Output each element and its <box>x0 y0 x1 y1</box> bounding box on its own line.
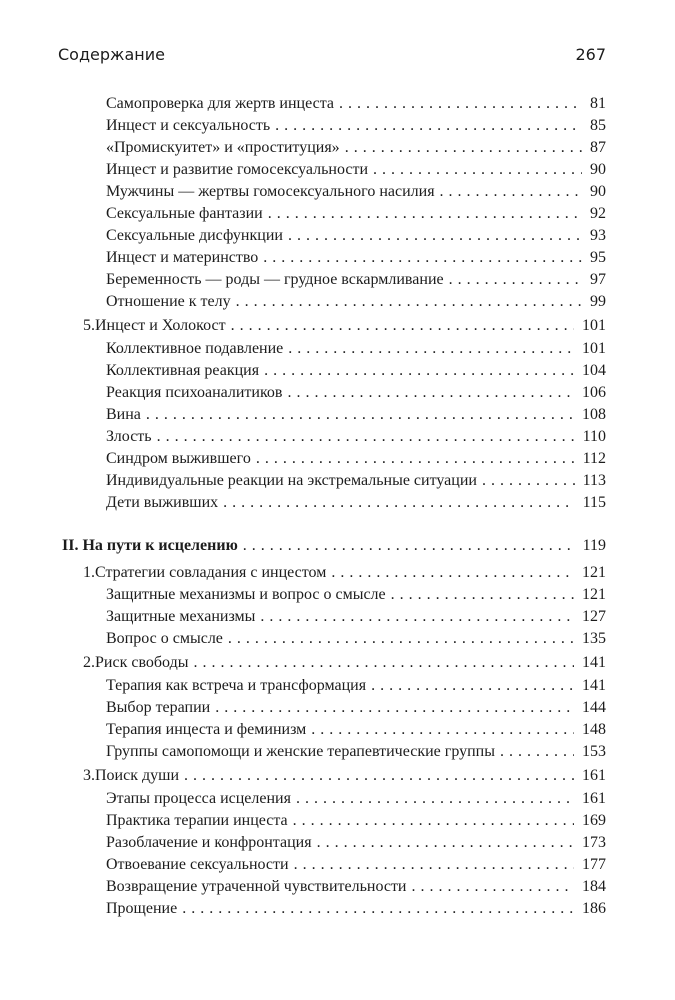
toc-entry <box>106 626 606 648</box>
toc-entry-page: 119 <box>582 537 606 554</box>
dot-leader <box>412 878 575 896</box>
toc-chapter-number: 3. <box>83 767 95 784</box>
dot-leader <box>391 586 574 604</box>
toc-entry <box>106 245 606 267</box>
toc-entry-page: 121 <box>582 586 606 603</box>
dot-leader <box>293 812 574 830</box>
toc-entry <box>106 289 606 311</box>
toc-entry-title: Этапы процесса исцеления <box>106 790 291 807</box>
toc-entry-page: 161 <box>582 790 606 807</box>
dot-leader <box>500 743 574 761</box>
toc-entry <box>106 808 606 830</box>
running-header-section: Содержание <box>58 45 165 64</box>
toc-entry-page: 186 <box>582 900 606 917</box>
toc-entry-title: Коллективное подавление <box>106 340 284 357</box>
toc-entry-title: II. На пути к исцелению <box>62 537 238 554</box>
toc-entry-page: 121 <box>582 564 606 581</box>
toc-entry <box>106 695 606 717</box>
toc-entry <box>106 786 606 808</box>
toc-chapter-number: 5. <box>83 317 95 334</box>
toc-entry-page: 101 <box>582 317 606 334</box>
dot-leader <box>331 564 574 582</box>
dot-leader <box>223 494 574 512</box>
toc-entry-title: «Промискуитет» и «проституция» <box>106 139 340 156</box>
toc-entry <box>106 135 606 157</box>
toc-entry-title: Сексуальные дисфункции <box>106 227 283 244</box>
dot-leader <box>317 834 574 852</box>
toc-entry-title: Мужчины — жертвы гомосексуального насилия <box>106 183 435 200</box>
dot-leader <box>275 117 582 135</box>
toc-entry-title: Выбор терапии <box>106 699 211 716</box>
toc-entry <box>106 424 606 446</box>
toc-entry-page: 101 <box>582 340 606 357</box>
dot-leader <box>345 139 582 157</box>
toc-entry-page: 104 <box>582 362 606 379</box>
toc-entry-title: Инцест и развитие гомосексуальности <box>106 161 369 178</box>
toc-entry-page: 161 <box>582 767 606 784</box>
toc-entry-page: 112 <box>582 450 606 467</box>
toc-entry-title: Отвоевание сексуальности <box>106 856 289 873</box>
toc-entry <box>106 358 606 380</box>
dot-leader <box>263 249 582 267</box>
toc-entry <box>106 874 606 896</box>
dot-leader <box>440 183 582 201</box>
toc-entry-page: 95 <box>590 249 606 266</box>
toc-entry <box>106 267 606 289</box>
dot-leader <box>264 362 574 380</box>
toc-entry-page: 144 <box>582 699 606 716</box>
toc-entry-page: 127 <box>582 608 606 625</box>
toc-entry <box>106 896 606 918</box>
toc-entry <box>106 179 606 201</box>
toc-entry-page: 115 <box>582 494 606 511</box>
toc-entry-title: Вина <box>106 406 141 423</box>
dot-leader <box>228 630 574 648</box>
dot-leader <box>182 900 574 918</box>
toc-entry <box>106 852 606 874</box>
toc-chapter-entry <box>83 763 606 785</box>
toc-entry <box>106 604 606 626</box>
toc-entry-title: Сексуальные фантазии <box>106 205 263 222</box>
dot-leader <box>236 293 582 311</box>
toc-entry-page: 81 <box>590 95 606 112</box>
toc-entry-page: 135 <box>582 630 606 647</box>
toc-entry <box>106 336 606 358</box>
toc-chapter-number: 2. <box>83 654 95 671</box>
toc-entry <box>106 113 606 135</box>
dot-leader <box>184 767 574 785</box>
toc-entry-page: 177 <box>582 856 606 873</box>
dot-leader <box>449 271 582 289</box>
toc-entry-page: 141 <box>582 654 606 671</box>
toc-entry <box>106 468 606 490</box>
toc-entry-page: 92 <box>590 205 606 222</box>
page-number: 267 <box>575 45 606 64</box>
toc-chapter-entry <box>83 313 606 335</box>
toc-chapter-entry <box>83 560 606 582</box>
dot-leader <box>296 790 574 808</box>
dot-leader <box>215 699 574 717</box>
toc-entry-page: 169 <box>582 812 606 829</box>
dot-leader <box>157 428 575 446</box>
toc-entry-title: Отношение к телу <box>106 293 231 310</box>
toc-entry-title: Самопроверка для жертв инцеста <box>106 95 334 112</box>
toc-entry <box>106 157 606 179</box>
toc-entry-title: Злость <box>106 428 152 445</box>
dot-leader <box>256 450 575 468</box>
toc-entry <box>106 380 606 402</box>
dot-leader <box>288 340 574 358</box>
toc-entry <box>106 223 606 245</box>
dot-leader <box>288 227 582 245</box>
toc-entry-title: Беременность — роды — грудное вскармливание <box>106 271 444 288</box>
toc-entry <box>106 402 606 424</box>
toc-entry-title: Индивидуальные реакции на экстремальные ситуации <box>106 472 477 489</box>
toc-entry-page: 153 <box>582 743 606 760</box>
toc-entry-page: 93 <box>590 227 606 244</box>
dot-leader <box>287 384 574 402</box>
toc-entry-title: Дети выживших <box>106 494 219 511</box>
toc-entry-title: Вопрос о смысле <box>106 630 223 647</box>
toc-entry-title: Реакция психоаналитиков <box>106 384 283 401</box>
toc-entry-page: 99 <box>590 293 606 310</box>
dot-leader <box>339 95 582 113</box>
toc-entry-page: 110 <box>582 428 606 445</box>
toc-part-entry <box>62 533 606 555</box>
toc-entry-page: 148 <box>582 721 606 738</box>
dot-leader <box>231 317 574 335</box>
toc-entry-title: Поиск души <box>95 767 180 784</box>
toc-entry-title: Стратегии совладания с инцестом <box>95 564 327 581</box>
toc-entry-title: Практика терапии инцеста <box>106 812 288 829</box>
toc-entry-title: Возвращение утраченной чувствительности <box>106 878 407 895</box>
toc-entry-title: Коллективная реакция <box>106 362 260 379</box>
toc-entry <box>106 582 606 604</box>
toc-entry-page: 141 <box>582 677 606 694</box>
toc-entry-title: Терапия инцеста и феминизм <box>106 721 307 738</box>
toc-chapter-entry <box>83 650 606 672</box>
dot-leader <box>268 205 582 223</box>
toc-entry-title: Защитные механизмы <box>106 608 256 625</box>
toc-entry-title: Инцест и Холокост <box>95 317 226 334</box>
toc-chapter-number: 1. <box>83 564 95 581</box>
toc-entry <box>106 830 606 852</box>
toc-entry <box>106 446 606 468</box>
toc-entry-title: Терапия как встреча и трансформация <box>106 677 367 694</box>
toc-entry <box>106 717 606 739</box>
toc-entry-title: Разоблачение и конфронтация <box>106 834 312 851</box>
toc-entry-title: Инцест и материнство <box>106 249 259 266</box>
toc-entry-title: Инцест и сексуальность <box>106 117 271 134</box>
toc-entry-page: 113 <box>582 472 606 489</box>
toc-entry-page: 97 <box>590 271 606 288</box>
toc-entry-title: Синдром выжившего <box>106 450 251 467</box>
toc-entry <box>106 490 606 512</box>
toc-entry-page: 184 <box>582 878 606 895</box>
dot-leader <box>371 677 574 695</box>
toc-entry-page: 87 <box>590 139 606 156</box>
toc-entry-page: 90 <box>590 183 606 200</box>
toc-entry <box>106 201 606 223</box>
dot-leader <box>243 537 575 555</box>
toc-entry-page: 173 <box>582 834 606 851</box>
dot-leader <box>146 406 574 424</box>
dot-leader <box>373 161 582 179</box>
toc-entry-page: 90 <box>590 161 606 178</box>
dot-leader <box>294 856 574 874</box>
toc-entry <box>106 739 606 761</box>
toc-entry-title: Риск свободы <box>95 654 189 671</box>
toc-entry-title: Защитные механизмы и вопрос о смысле <box>106 586 386 603</box>
dot-leader <box>311 721 574 739</box>
toc-entry <box>106 91 606 113</box>
toc-entry <box>106 673 606 695</box>
toc-entry-title: Группы самопомощи и женские терапевтические группы <box>106 743 495 760</box>
toc-entry-page: 106 <box>582 384 606 401</box>
toc-entry-title: Прощение <box>106 900 178 917</box>
toc-entry-page: 85 <box>590 117 606 134</box>
toc-entry-page: 108 <box>582 406 606 423</box>
dot-leader <box>482 472 575 490</box>
dot-leader <box>260 608 574 626</box>
dot-leader <box>193 654 574 672</box>
